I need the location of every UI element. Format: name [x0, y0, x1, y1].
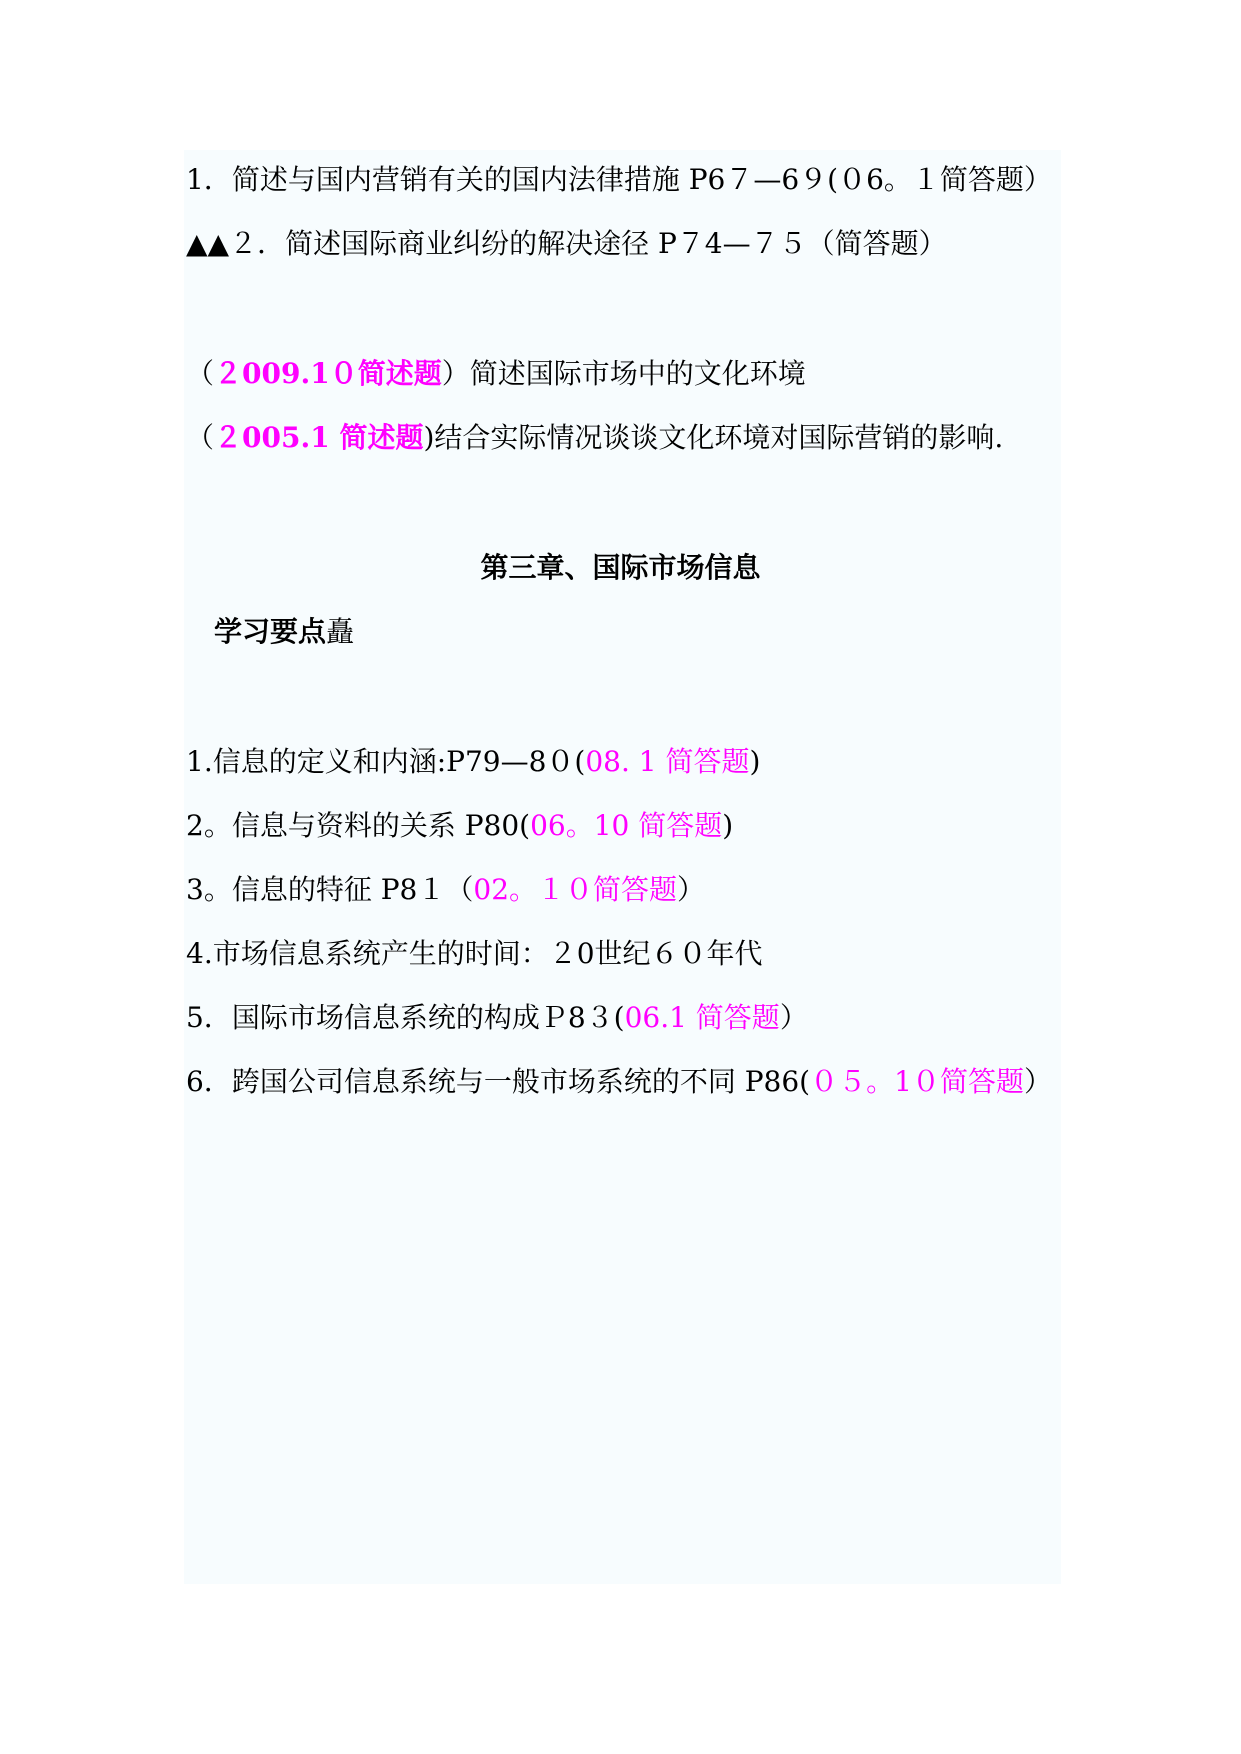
- exam-question-2-text: )结合实际情况谈谈文化环境对国际营销的影响.: [423, 421, 1004, 454]
- point-3-tag: 02。１０简答题: [473, 873, 678, 906]
- point-1-tag: 08. 1 简答题: [585, 745, 750, 778]
- point-1-main: 1.信息的定义和内涵:P79—8０(: [186, 745, 586, 778]
- exam-question-2-tag: ２005.1 简述题: [214, 421, 424, 454]
- point-3: [186, 872, 705, 908]
- exam-question-2-open: （: [186, 421, 215, 454]
- point-5: [186, 1000, 808, 1036]
- point-6-close: ）: [1023, 1065, 1052, 1098]
- point-2-tag: 06。10 简答题: [530, 809, 723, 842]
- chapter-subtitle-bold: 学习要点: [214, 615, 327, 648]
- point-1-close: ): [749, 745, 761, 778]
- point-4: [186, 936, 763, 972]
- point-6-tag: ０５。1０简答题: [810, 1065, 1024, 1098]
- point-3-main: 3。信息的特征 P8１（: [186, 873, 474, 906]
- point-1: [186, 744, 760, 780]
- exam-question-1-tag: ２009.1０简述题: [214, 357, 442, 390]
- point-5-main: 5．国际市场信息系统的构成Ｐ8３(: [186, 1001, 625, 1034]
- point-2-close: ): [722, 809, 734, 842]
- point-5-tag: 06.1 简答题: [624, 1001, 780, 1034]
- exam-question-2: [186, 420, 1003, 456]
- point-2-main: 2。信息与资料的关系 P80(: [186, 809, 531, 842]
- chapter-subtitle-tail: 矗: [326, 615, 355, 648]
- point-3-close: ）: [677, 873, 706, 906]
- point-6-main: 6．跨国公司信息系统与一般市场系统的不同 P86(: [186, 1065, 811, 1098]
- item-1: 1．简述与国内营销有关的国内法律措施 P6７—6９(０6。１简答题）: [186, 163, 1052, 196]
- exam-question-1-text: ）简述国际市场中的文化环境: [441, 357, 806, 390]
- point-4-main: 4.市场信息系统产生的时间：２0世纪６０年代: [186, 937, 763, 970]
- exam-question-1: [186, 356, 806, 392]
- chapter-subtitle: [214, 614, 354, 650]
- item-2: ▲▲２．简述国际商业纠纷的解决途径 P７4—７５（简答题）: [186, 227, 947, 260]
- point-2: [186, 808, 733, 844]
- point-5-close: ）: [779, 1001, 808, 1034]
- exam-question-1-open: （: [186, 357, 215, 390]
- point-6: [186, 1064, 1052, 1100]
- chapter-title: 第三章、国际市场信息: [480, 551, 761, 584]
